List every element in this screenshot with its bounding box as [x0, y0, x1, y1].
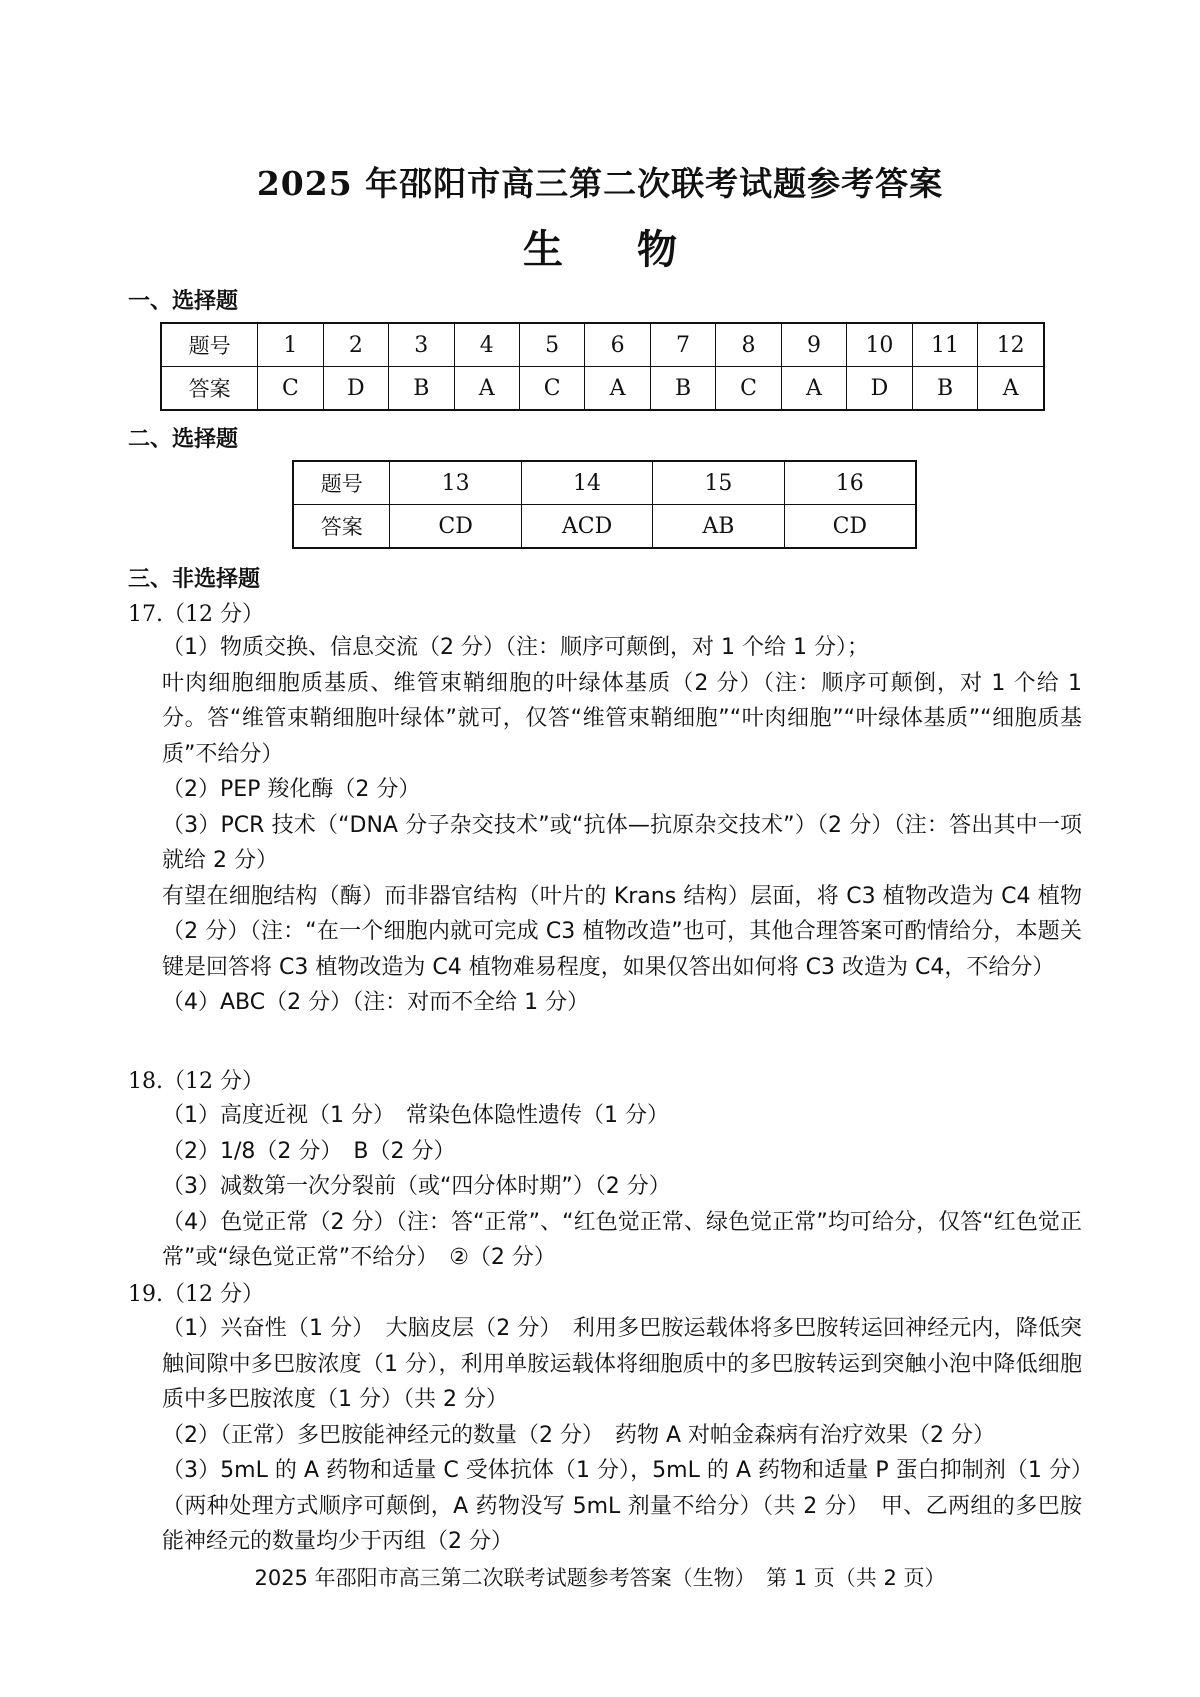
answer-cell: C [716, 367, 781, 411]
question-cell: 5 [519, 323, 584, 367]
page-footer: 2025 年邵阳市高三第二次联考试题参考答案（生物） 第 1 页（共 2 页） [254, 1566, 946, 1590]
answer-cell: D [847, 367, 913, 411]
row-label-answer: 答案 [293, 505, 390, 549]
answer-line: 叶肉细胞细胞质基质、维管束鞘细胞的叶绿体基质（2 分）（注：顺序可颠倒，对 1 个给 1 分。答“维管束鞘细胞叶绿体”就可，仅答“维管束鞘细胞”“叶肉细胞”“叶绿体基质”“细胞质基质”不给分） [162, 670, 1082, 767]
answer-cell: A [454, 367, 519, 411]
answer-cell: C [519, 367, 584, 411]
question-cell: 14 [521, 461, 652, 505]
question-19-answer [162, 1311, 1082, 1560]
answer-line: （4）色觉正常（2 分）（注：答“正常”、“红色觉正常、绿色觉正常”均可给分，仅答“红色觉正常”或“绿色觉正常”不给分） ②（2 分） [162, 1209, 1082, 1270]
row-label-question: 题号 [293, 461, 390, 505]
question-cell: 8 [716, 323, 781, 367]
answer-table-1 [160, 322, 1045, 411]
answer-cell: B [912, 367, 978, 411]
answer-line: （4）ABC（2 分）（注：对而不全给 1 分） [162, 990, 590, 1015]
question-17-number: 17.（12 分） [128, 602, 264, 627]
question-cell: 6 [585, 323, 650, 367]
answer-cell: A [978, 367, 1044, 411]
table-row-answers [293, 505, 916, 549]
answer-line: （2）1/8（2 分） B（2 分） [162, 1138, 456, 1164]
answer-cell: A [585, 367, 650, 411]
answer-cell: CD [784, 505, 916, 549]
answer-line: （3）5mL 的 A 药物和适量 C 受体抗体（1 分），5mL 的 A 药物和适量 P 蛋白抑制剂（1 分）（两种处理方式顺序可颠倒，A 药物没写 5mL 剂量不给分）（共 2 分） 甲、乙两组的多巴胺能神经元的数量均少于丙组（2 分） [162, 1458, 1082, 1554]
row-label-answer: 答案 [161, 367, 258, 411]
answer-line: （3）PCR 技术（“DNA 分子杂交技术”或“抗体—抗原杂交技术”）（2 分）（注：答出其中一项就给 2 分） [162, 812, 1082, 873]
answer-cell: AB [653, 505, 784, 549]
table-row-answers [161, 367, 1044, 411]
answer-cell: C [258, 367, 323, 411]
answer-cell: ACD [521, 505, 652, 549]
answer-cell: B [650, 367, 715, 411]
section-heading-2: 二、选择题 [128, 427, 239, 452]
question-cell: 9 [781, 323, 846, 367]
section-heading-1: 一、选择题 [128, 289, 239, 314]
question-cell: 11 [912, 323, 978, 367]
question-18-answer [162, 1098, 1082, 1276]
question-18-number: 18.（12 分） [128, 1069, 264, 1094]
answer-line: （3）减数第一次分裂前（或“四分体时期”）（2 分） [162, 1174, 671, 1199]
answer-line: （1）物质交换、信息交流（2 分）（注：顺序可颠倒，对 1 个给 1 分）； [162, 635, 869, 660]
question-cell: 12 [978, 323, 1044, 367]
section-heading-3: 三、非选择题 [128, 567, 261, 592]
answer-cell: CD [390, 505, 521, 549]
answer-line: （2）PEP 羧化酶（2 分） [162, 777, 421, 802]
question-cell: 16 [784, 461, 916, 505]
question-cell: 7 [650, 323, 715, 367]
answer-line: （1）高度近视（1 分） 常染色体隐性遗传（1 分） [162, 1103, 669, 1128]
question-cell: 10 [847, 323, 913, 367]
answer-line: （2）（正常）多巴胺能神经元的数量（2 分） 药物 A 对帕金森病有治疗效果（2 分） [162, 1422, 996, 1448]
question-19-number: 19.（12 分） [128, 1282, 264, 1307]
subject-title: 生 物 [523, 226, 707, 273]
question-17-answer [162, 630, 1082, 1021]
row-label-question: 题号 [161, 323, 258, 367]
answer-table-2 [292, 460, 917, 549]
question-cell: 15 [653, 461, 784, 505]
answer-cell: D [323, 367, 388, 411]
question-cell: 4 [454, 323, 519, 367]
table-row-questions [161, 323, 1044, 367]
question-cell: 13 [390, 461, 521, 505]
question-cell: 1 [258, 323, 323, 367]
answer-line: 有望在细胞结构（酶）而非器官结构（叶片的 Krans 结构）层面，将 C3 植物改造为 C4 植物（2 分）（注：“在一个细胞内就可完成 C3 植物改造”也可，其他合理答案可酌情给分，本题关键是回答将 C3 植物改造为 C4 植物难易程度，如果仅答出如何将 C3 改造为 C4，不给分） [162, 883, 1082, 980]
page-title: 2025 年邵阳市高三第二次联考试题参考答案 [256, 164, 944, 203]
answer-line: （1）兴奋性（1 分） 大脑皮层（2 分） 利用多巴胺运载体将多巴胺转运回神经元内，降低突触间隙中多巴胺浓度（1 分），利用单胺运载体将细胞质中的多巴胺转运到突触小泡中降低细胞质中多巴胺浓度（1 分）（共 2 分） [162, 1316, 1082, 1412]
answer-cell: B [389, 367, 454, 411]
question-cell: 2 [323, 323, 388, 367]
table-row-questions [293, 461, 916, 505]
answer-cell: A [781, 367, 846, 411]
question-cell: 3 [389, 323, 454, 367]
